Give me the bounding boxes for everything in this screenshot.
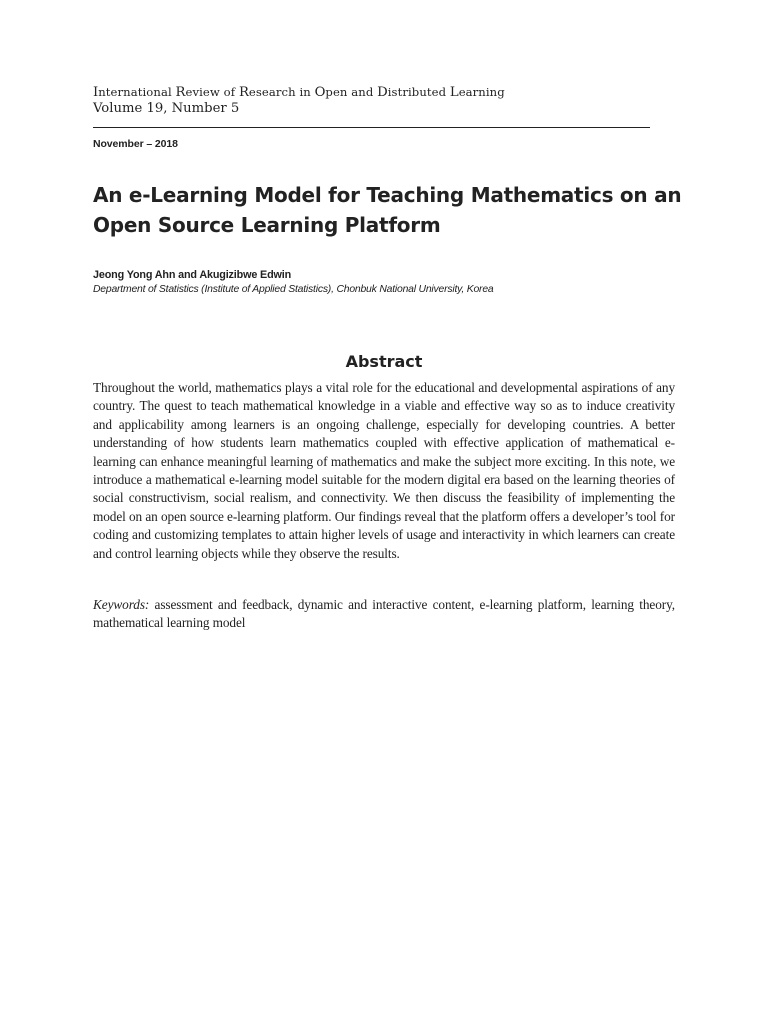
journal-name-initial: R: [175, 85, 186, 100]
journal-name-initial: D: [377, 85, 388, 100]
journal-name-word: pen and: [325, 85, 378, 99]
journal-name-initial: R: [238, 85, 249, 100]
journal-header: [93, 85, 653, 116]
publication-date: November – 2018: [93, 138, 178, 150]
journal-name-initial: O: [314, 85, 326, 100]
author-affiliation: Department of Statistics (Institute of Applied Statistics), Chonbuk National University, Korea: [93, 284, 494, 295]
journal-name-word: istributed: [387, 85, 450, 99]
journal-name: [93, 85, 653, 101]
abstract-text: Throughout the world, mathematics plays a vital role for the educational and developmental aspirations of any country. The quest to teach mathematical knowledge in a viable and effective way so as to induce creativity and applicability among learners is an ongoing challenge, especially for developing countries. A better understanding of how students learn mathematics coupled with effective application of mathematical e-learning can enhance meaningful learning of mathematics and make the subject more exciting. In this note, we introduce a mathematical e-learning model suitable for the modern digital era based on the learning theories of social constructivism, social realism, and connectivity. We then discuss the feasibility of implementing the model on an open source e-learning platform. Our findings reveal that the platform offers a developer’s tool for coding and customizing templates to attain higher levels of usage and interactivity in which learners can create and control learning objects while they observe the results.: [93, 380, 675, 561]
keywords-paragraph: [93, 596, 675, 633]
keywords-text: assessment and feedback, dynamic and interactive content, e-learning platform, learning theory, mathematical learning model: [93, 597, 675, 631]
journal-name-word: earning: [458, 85, 505, 99]
abstract-heading: Abstract: [345, 352, 423, 371]
journal-name-word: eview of: [185, 85, 239, 99]
journal-name-initial: L: [449, 85, 459, 100]
header-divider: [93, 127, 650, 128]
journal-volume: Volume 19, Number 5: [93, 100, 240, 116]
keywords-label: Keywords:: [93, 597, 150, 612]
article-title: An e-Learning Model for Teaching Mathematics on an Open Source Learning Platform: [93, 183, 682, 237]
journal-name-word: nternational: [98, 85, 176, 99]
journal-name-word: esearch in: [248, 85, 315, 99]
journal-name-initial: I: [93, 85, 99, 100]
article-authors: Jeong Yong Ahn and Akugizibwe Edwin: [93, 269, 292, 281]
